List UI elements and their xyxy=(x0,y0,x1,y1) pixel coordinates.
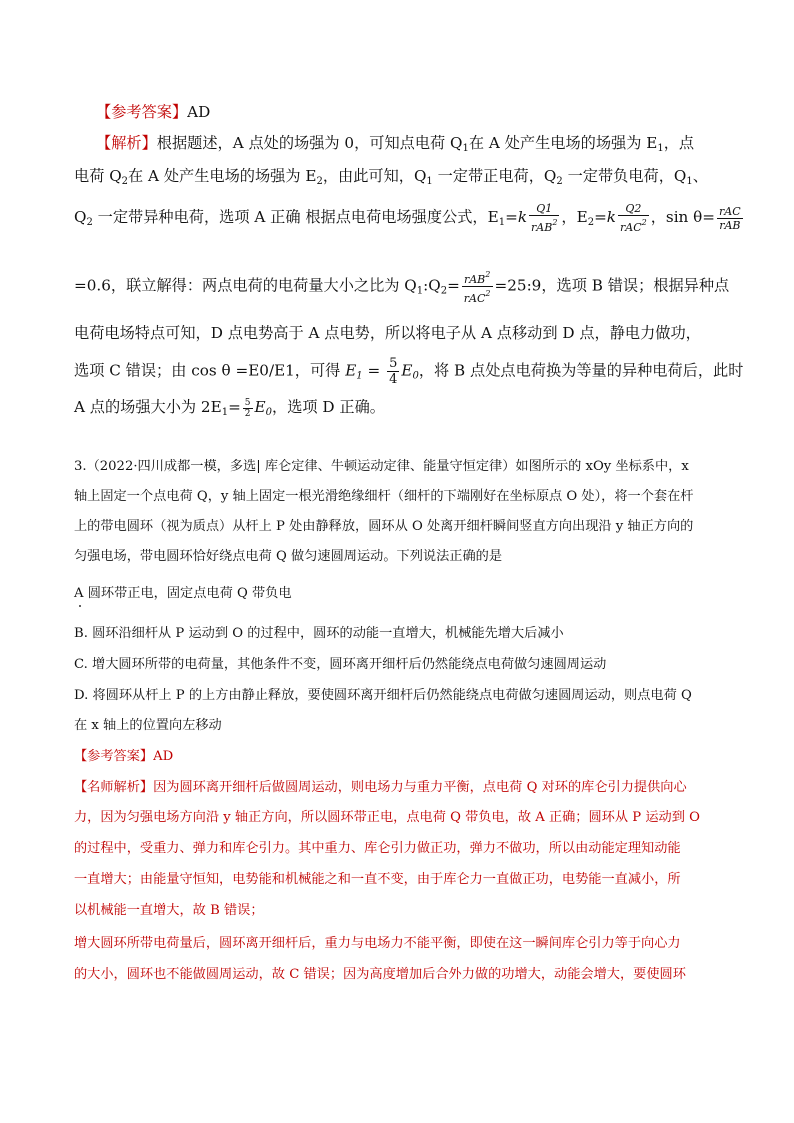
text: 4 xyxy=(389,372,398,387)
five-fourths-fraction xyxy=(387,356,399,387)
text: k xyxy=(517,208,528,226)
answer-value: AD xyxy=(153,749,174,764)
q3-stem-line-4: 匀强电场，带电圆环恰好绕点电荷 Q 做匀速圆周运动。下列说法正确的是 xyxy=(74,549,503,564)
q3-option-a: A 圆环带正电，固定点电荷 Q 带负电 xyxy=(74,586,292,601)
q3-option-d-line-2: 在 x 轴上的位置向左移动 xyxy=(74,718,222,733)
analysis-tag: 【名师解析】 xyxy=(74,780,154,795)
text: rAC$^2$ xyxy=(620,218,647,234)
text: ，E xyxy=(561,208,588,226)
text: rAC xyxy=(463,292,486,305)
ratio-fraction xyxy=(462,268,493,305)
text: 一定带负电荷，Q xyxy=(562,167,687,185)
text: =25:9，选项 B 错误；根据异种点 xyxy=(494,276,730,295)
text: ，由此可知，Q xyxy=(322,167,427,185)
text: rAB xyxy=(463,273,486,286)
q3-analysis-line-6: 增大圆环所带电荷量后，圆环离开细杆后，重力与电场力不能平衡，即使在这一瞬间库仑引力等于向心力 xyxy=(74,936,681,951)
q2-analysis-line-1 xyxy=(96,132,694,154)
text: 1 xyxy=(356,370,363,382)
text: rAB xyxy=(531,221,553,234)
q3-option-b: B. 圆环沿细杆从 P 运动到 O 的过程中，圆环的动能一直增大，机械能先增大后减小 xyxy=(74,626,564,641)
text: 一定带正电荷，Q xyxy=(432,167,557,185)
q2-analysis-line-5: 电荷电场特点可知，D 点电势高于 A 点电势，所以将电子从 A 点移动到 D 点，静电力做功， xyxy=(74,324,701,342)
text: 0 xyxy=(412,370,419,382)
text: 1 xyxy=(657,143,664,154)
e2-fraction xyxy=(618,202,649,234)
text: 选项 C 错误；由 cos θ =E0/E1，可得 xyxy=(74,361,346,380)
text: =0.6，联立解得：两点电荷的电荷量大小之比为 Q xyxy=(74,276,417,295)
text: E xyxy=(401,361,413,380)
q3-analysis-line-1 xyxy=(74,776,687,795)
q2-analysis-line-4 xyxy=(74,268,729,305)
q3-option-c: C. 增大圆环所带的电荷量，其他条件不变，圆环离开细杆后仍然能绕点电荷做匀速圆周运动 xyxy=(74,657,607,672)
text: Q1 xyxy=(529,202,559,216)
q3-option-d-line-1: D. 将圆环从杆上 P 的上方由静止释放，要使圆环离开细杆后仍然能绕点电荷做匀速圆周运动，则点电荷 Q xyxy=(74,688,692,703)
q2-analysis-line-7 xyxy=(74,396,385,419)
text: 2 xyxy=(244,408,251,419)
q2-answer-line xyxy=(96,101,210,122)
text: A 点的场强大小为 2E xyxy=(74,398,222,416)
text: Q xyxy=(74,208,87,226)
text: 2 xyxy=(86,217,93,228)
text: = xyxy=(594,208,607,226)
text: 电荷 Q xyxy=(74,167,122,185)
sin-fraction xyxy=(717,205,743,232)
answer-tag: 【参考答案】 xyxy=(74,749,154,764)
text: 0 xyxy=(265,407,272,418)
answer-value: AD xyxy=(187,103,211,121)
text: 因为圆环离开细杆后做圆周运动，则电场力与重力平衡，点电荷 Q 对环的库仑引力提供向心 xyxy=(153,780,687,795)
text: Q2 xyxy=(618,202,649,216)
text: rAC xyxy=(620,221,642,234)
text: 1 xyxy=(498,217,506,228)
text: = xyxy=(505,208,518,226)
text: 在 A 处产生电场的场强为 E xyxy=(128,167,317,185)
text: ，点 xyxy=(663,134,695,152)
text: ，选项 D 正确。 xyxy=(272,398,385,416)
q2-analysis-line-2 xyxy=(74,165,708,187)
text: = xyxy=(228,398,241,416)
text: 5 xyxy=(389,356,398,371)
text: 1 xyxy=(416,285,424,297)
text: 在 A 处产生电场的场强为 E xyxy=(468,134,658,152)
text: 1 xyxy=(221,407,229,418)
text: E xyxy=(254,398,266,416)
five-halves-fraction xyxy=(243,398,253,419)
text: = xyxy=(362,361,386,380)
text: = xyxy=(447,276,460,295)
q3-analysis-line-4: 一直增大；由能量守恒知，电势能和机械能之和一直不变，由于库仑力一直做正功，电势能一直减小，所 xyxy=(74,872,681,887)
q3-answer-line xyxy=(74,745,173,764)
text: 2 xyxy=(440,285,448,297)
text: 2 xyxy=(556,176,563,187)
text: 、 xyxy=(692,167,708,185)
text: ，sin θ= xyxy=(650,208,716,226)
text: 1 xyxy=(426,176,433,187)
q3-analysis-line-2: 力，因为匀强电场方向沿 y 轴正方向，所以圆环带正电，点电荷 Q 带负电，故 A 正确；圆环从 P 运动到 O xyxy=(74,810,700,825)
e1-fraction xyxy=(529,202,559,234)
text: 根据题述，A 点处的场强为 0，可知点电荷 Q xyxy=(156,134,463,152)
text: E xyxy=(345,361,357,380)
text: 2 xyxy=(316,176,323,187)
text: 2 xyxy=(587,217,595,228)
text: rAB$^2$ xyxy=(531,218,558,234)
text: rAB xyxy=(719,218,741,232)
q3-stem-line-3: 上的带电圆环（视为质点）从杆上 P 处由静释放，圆环从 O 处离开细杆瞬间竖直方向出现沿 y 轴正方向的 xyxy=(74,519,694,534)
analysis-tag: 【解析】 xyxy=(96,134,157,152)
text: 5 xyxy=(244,397,251,408)
q2-analysis-line-6 xyxy=(74,356,743,387)
text: ，将 B 点处点电荷换为等量的异种电荷后，此时 xyxy=(418,361,744,380)
text: 一定带异种电荷，选项 A 正确 根据点电荷电场强度公式，E xyxy=(92,208,499,226)
q3-analysis-line-5: 以机械能一直增大，故 B 错误； xyxy=(74,903,264,918)
text: 1 xyxy=(462,143,469,154)
stray-dot xyxy=(79,605,81,607)
text: rAC xyxy=(719,204,741,218)
q3-stem-line-2: 轴上固定一个点电荷 Q，y 轴上固定一根光滑绝缘细杆（细杆的下端刚好在坐标原点 O 处），将一个套在杆 xyxy=(74,489,694,504)
text: 1 xyxy=(686,176,693,187)
q3-analysis-line-7: 的大小，圆环也不能做圆周运动，故 C 错误；因为高度增加后合外力做的功增大，动能会增大，要使圆环 xyxy=(74,967,686,982)
text: rAB$^2$ xyxy=(462,268,493,287)
q2-analysis-line-3 xyxy=(74,202,745,234)
text: 2 xyxy=(121,176,129,187)
text: :Q xyxy=(423,276,441,295)
q3-stem-line-1: 3.（2022·四川成都一模，多选| 库仑定律、牛顿运动定律、能量守恒定律）如图所示的 xOy 坐标系中，x xyxy=(74,459,689,474)
text: k xyxy=(606,208,616,226)
answer-tag: 【参考答案】 xyxy=(96,103,188,121)
q3-analysis-line-3: 的过程中，受重力、弹力和库仑引力。其中重力、库仑引力做正功，弹力不做功，所以由动能定理知动能 xyxy=(74,841,681,856)
text: rAC$^2$ xyxy=(463,289,491,305)
